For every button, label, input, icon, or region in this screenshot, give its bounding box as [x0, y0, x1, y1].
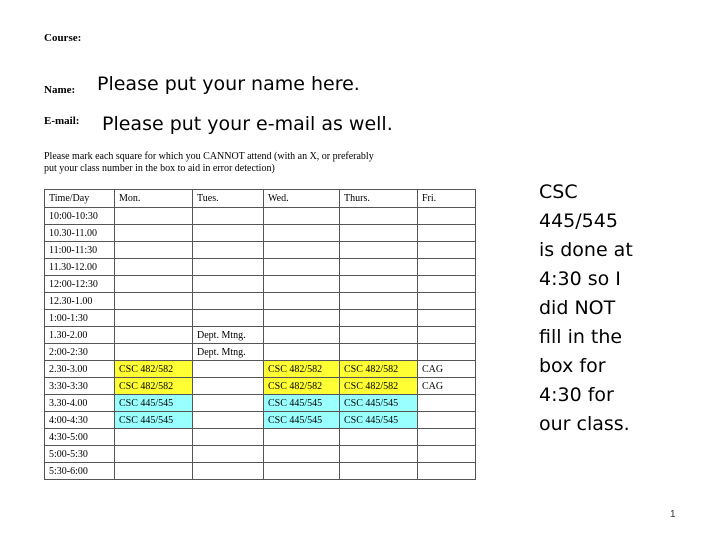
schedule-cell[interactable]: [115, 327, 193, 344]
schedule-cell[interactable]: [193, 310, 264, 327]
schedule-cell[interactable]: [115, 344, 193, 361]
table-row: [45, 361, 476, 378]
time-cell: 2:00-2:30: [45, 344, 115, 361]
table-row: [45, 276, 476, 293]
schedule-cell[interactable]: [340, 259, 418, 276]
table-row: [45, 208, 476, 225]
schedule-cell[interactable]: [193, 293, 264, 310]
name-note: Please put your name here.: [97, 73, 360, 95]
side-note: [539, 178, 633, 439]
column-header: Fri.: [418, 190, 476, 208]
schedule-cell[interactable]: [340, 242, 418, 259]
schedule-cell[interactable]: [193, 242, 264, 259]
page-number: 1: [670, 509, 676, 520]
schedule-cell[interactable]: [340, 463, 418, 480]
time-cell: 3:30-3:30: [45, 378, 115, 395]
schedule-cell[interactable]: [115, 276, 193, 293]
schedule-cell[interactable]: CSC 482/582: [264, 361, 340, 378]
schedule-cell[interactable]: [340, 429, 418, 446]
table-row: [45, 429, 476, 446]
schedule-cell[interactable]: [264, 429, 340, 446]
schedule-cell[interactable]: CSC 445/545: [115, 395, 193, 412]
column-header: Time/Day: [45, 190, 115, 208]
side-note-line: is done at: [539, 239, 633, 261]
side-note-line: 445/545: [539, 210, 618, 232]
schedule-cell[interactable]: [115, 242, 193, 259]
schedule-cell[interactable]: [193, 395, 264, 412]
time-cell: 1:00-1:30: [45, 310, 115, 327]
schedule-cell[interactable]: [115, 310, 193, 327]
schedule-cell[interactable]: [264, 327, 340, 344]
time-cell: 4:00-4:30: [45, 412, 115, 429]
course-label: Course:: [44, 32, 82, 44]
schedule-cell[interactable]: [340, 310, 418, 327]
table-row: [45, 293, 476, 310]
schedule-cell[interactable]: [418, 208, 476, 225]
schedule-cell[interactable]: [418, 276, 476, 293]
schedule-cell[interactable]: CSC 445/545: [340, 395, 418, 412]
table-row: [45, 327, 476, 344]
table-row: [45, 446, 476, 463]
side-note-line: 4:30 so I: [539, 268, 621, 290]
schedule-cell[interactable]: CAG: [418, 378, 476, 395]
side-note-line: CSC: [539, 181, 578, 203]
time-cell: 2.30-3.00: [45, 361, 115, 378]
schedule-cell[interactable]: CSC 445/545: [115, 412, 193, 429]
side-note-line: 4:30 for: [539, 384, 614, 406]
table-row: [45, 412, 476, 429]
schedule-cell[interactable]: CSC 445/545: [264, 395, 340, 412]
schedule-cell[interactable]: [193, 225, 264, 242]
schedule-cell[interactable]: [193, 378, 264, 395]
side-note-line: did NOT: [539, 297, 616, 319]
column-header: Thurs.: [340, 190, 418, 208]
schedule-cell[interactable]: CSC 445/545: [340, 412, 418, 429]
schedule-cell[interactable]: [193, 208, 264, 225]
schedule-cell[interactable]: [115, 225, 193, 242]
schedule-cell[interactable]: [418, 463, 476, 480]
schedule-cell[interactable]: CSC 482/582: [264, 378, 340, 395]
schedule-cell[interactable]: [264, 463, 340, 480]
time-cell: 3.30-4.00: [45, 395, 115, 412]
schedule-cell[interactable]: Dept. Mtng.: [193, 344, 264, 361]
time-cell: 1.30-2.00: [45, 327, 115, 344]
schedule-cell[interactable]: [264, 310, 340, 327]
schedule-cell[interactable]: [418, 395, 476, 412]
side-note-line: fill in the: [539, 326, 623, 348]
table-row: [45, 225, 476, 242]
time-cell: 12:00-12:30: [45, 276, 115, 293]
schedule-cell[interactable]: [193, 463, 264, 480]
schedule-cell[interactable]: [418, 293, 476, 310]
schedule-cell[interactable]: [115, 293, 193, 310]
name-label: Name:: [44, 84, 76, 96]
email-label: E-mail:: [44, 115, 80, 127]
instructions-line-2: put your class number in the box to aid in error detection): [44, 163, 275, 174]
column-header: Wed.: [264, 190, 340, 208]
time-cell: 12.30-1.00: [45, 293, 115, 310]
table-row: [45, 242, 476, 259]
schedule-cell[interactable]: [340, 276, 418, 293]
schedule-cell[interactable]: [264, 293, 340, 310]
time-cell: 5:30-6:00: [45, 463, 115, 480]
column-header: Tues.: [193, 190, 264, 208]
schedule-cell[interactable]: [193, 276, 264, 293]
schedule-cell[interactable]: [264, 276, 340, 293]
column-header: Mon.: [115, 190, 193, 208]
schedule-cell[interactable]: [418, 225, 476, 242]
table-row: [45, 344, 476, 361]
schedule-cell[interactable]: [193, 446, 264, 463]
schedule-cell[interactable]: [340, 327, 418, 344]
schedule-cell[interactable]: [418, 310, 476, 327]
time-cell: 10.30-11.00: [45, 225, 115, 242]
instructions: [44, 151, 374, 175]
schedule-cell[interactable]: [115, 429, 193, 446]
schedule-cell[interactable]: [115, 446, 193, 463]
schedule-cell[interactable]: [340, 208, 418, 225]
schedule-cell[interactable]: CSC 445/545: [264, 412, 340, 429]
side-note-line: our class.: [539, 413, 630, 435]
schedule-cell[interactable]: [115, 259, 193, 276]
time-cell: 4:30-5:00: [45, 429, 115, 446]
table-header-row: [45, 190, 476, 208]
table-row: [45, 310, 476, 327]
schedule-cell[interactable]: [115, 463, 193, 480]
schedule-cell[interactable]: CAG: [418, 361, 476, 378]
schedule-cell[interactable]: [193, 429, 264, 446]
schedule-cell[interactable]: [264, 225, 340, 242]
schedule-cell[interactable]: [264, 208, 340, 225]
schedule-cell[interactable]: CSC 482/582: [340, 378, 418, 395]
schedule-cell[interactable]: [418, 446, 476, 463]
schedule-cell[interactable]: Dept. Mtng.: [193, 327, 264, 344]
time-cell: 11:00-11:30: [45, 242, 115, 259]
table-row: [45, 259, 476, 276]
instructions-line-1: Please mark each square for which you CANNOT attend (with an X, or preferably: [44, 151, 374, 162]
schedule-cell[interactable]: [264, 259, 340, 276]
schedule-cell[interactable]: [418, 259, 476, 276]
schedule-cell[interactable]: [264, 242, 340, 259]
schedule-cell[interactable]: [193, 361, 264, 378]
schedule-cell[interactable]: [418, 327, 476, 344]
schedule-cell[interactable]: [340, 344, 418, 361]
schedule-cell[interactable]: [264, 446, 340, 463]
schedule-cell[interactable]: [418, 242, 476, 259]
schedule-cell[interactable]: [418, 429, 476, 446]
time-cell: 11.30-12.00: [45, 259, 115, 276]
table-row: [45, 395, 476, 412]
time-cell: 5:00-5:30: [45, 446, 115, 463]
schedule-cell[interactable]: CSC 482/582: [115, 361, 193, 378]
schedule-cell[interactable]: [264, 344, 340, 361]
schedule-cell[interactable]: [115, 208, 193, 225]
schedule-table: [44, 189, 476, 480]
schedule-cell[interactable]: [340, 446, 418, 463]
side-note-line: box for: [539, 355, 606, 377]
table-row: [45, 378, 476, 395]
time-cell: 10:00-10:30: [45, 208, 115, 225]
schedule-cell[interactable]: [193, 259, 264, 276]
email-note: Please put your e-mail as well.: [102, 113, 393, 135]
table-row: [45, 463, 476, 480]
schedule-cell[interactable]: [193, 412, 264, 429]
schedule-cell[interactable]: CSC 482/582: [115, 378, 193, 395]
schedule-cell[interactable]: [418, 412, 476, 429]
schedule-cell[interactable]: [340, 225, 418, 242]
schedule-cell[interactable]: CSC 482/582: [340, 361, 418, 378]
schedule-cell[interactable]: [418, 344, 476, 361]
schedule-cell[interactable]: [340, 293, 418, 310]
